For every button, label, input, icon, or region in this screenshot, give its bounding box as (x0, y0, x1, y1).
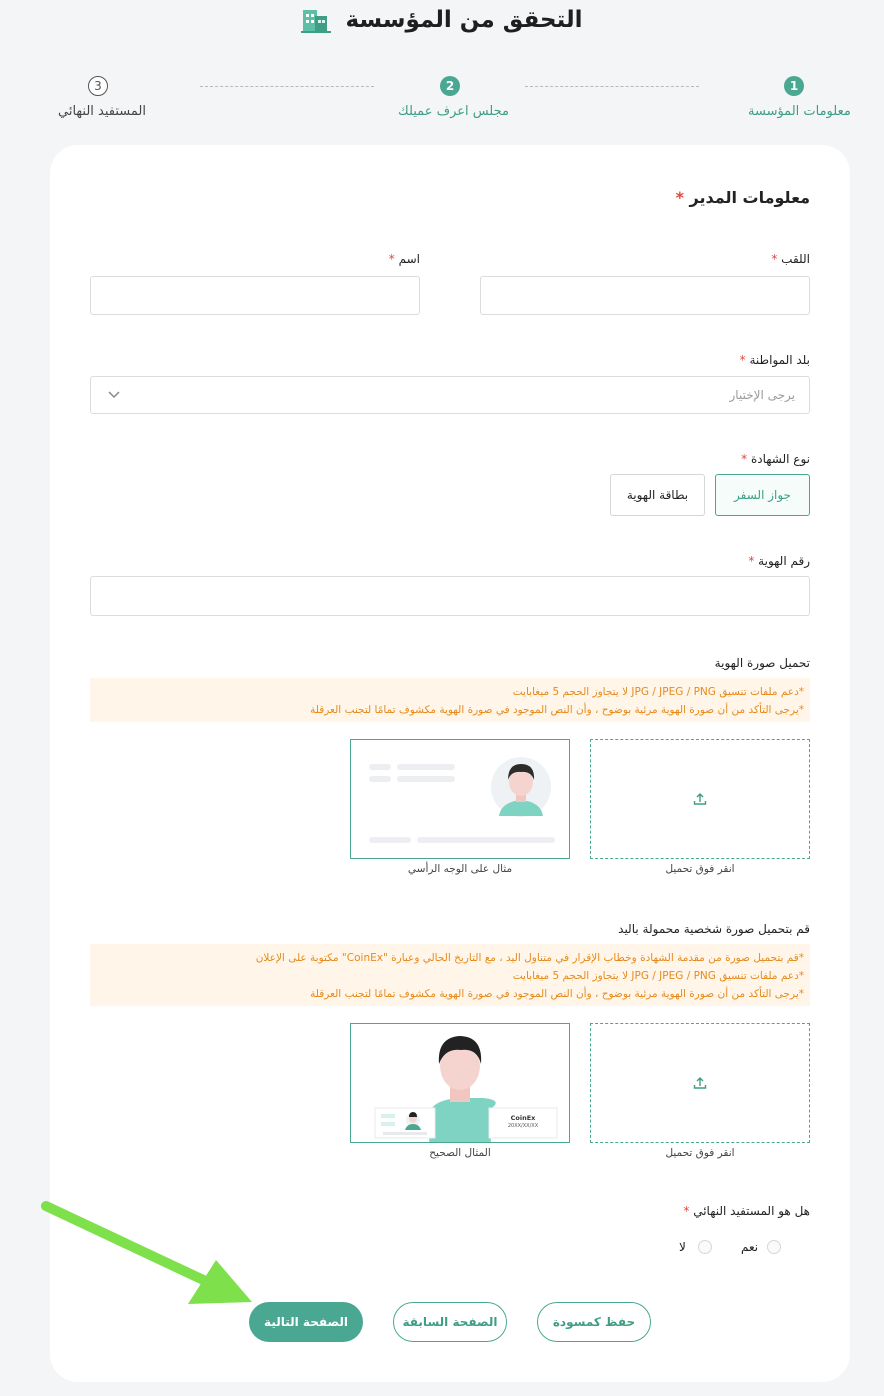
notice-line: *دعم ملفات تنسيق JPG / JPEG / PNG لا يتجاوز الحجم 5 ميغابايت (512, 686, 804, 698)
cert-type-label (610, 452, 810, 466)
page-title-text: التحقق من المؤسسة (345, 7, 583, 33)
required-mark: * (683, 1204, 690, 1218)
section-title (560, 188, 810, 207)
id-number-label (610, 554, 810, 568)
step-divider (200, 86, 374, 87)
nationality-label (610, 353, 810, 367)
required-mark: * (739, 353, 746, 367)
required-mark: * (748, 554, 755, 568)
name-input[interactable] (90, 276, 420, 315)
nationality-label-text: بلد المواطنة (749, 353, 810, 367)
card-date: 20XX/XX/XX (507, 1123, 539, 1129)
selfie-upload-box[interactable] (590, 1023, 810, 1143)
notice-line: *قم بتحميل صورة من مقدمة الشهادة وخطاب الإقرار في متناول اليد ، مع التاريخ الحالي وعبارة "CoinEx" مكتوبة على الإعلان (255, 952, 804, 964)
selfie-upload-title: قم بتحميل صورة شخصية محمولة باليد (618, 922, 810, 936)
selfie-example-caption: المثال الصحيح (429, 1147, 491, 1159)
step-2-circle: 2 (440, 76, 460, 96)
cert-option-id-card[interactable]: بطاقة الهوية (610, 474, 705, 516)
notice-line: *يرجى التأكد من أن صورة الهوية مرئية بوضوح ، وأن النص الموجود في صورة الهوية مكشوف تمامًا لتجنب العرقلة (310, 988, 804, 1000)
id-upload-notice (90, 678, 810, 722)
cert-option-passport[interactable]: جواز السفر (715, 474, 810, 516)
step-2-label: مجلس اعرف عميلك (398, 104, 509, 119)
title-input[interactable] (480, 276, 810, 315)
id-upload-title: تحميل صورة الهوية (714, 656, 810, 670)
id-upload-caption: انقر فوق تحميل (665, 863, 735, 875)
page-title (280, 4, 604, 36)
step-3-circle: 3 (88, 76, 108, 96)
selfie-example-image (350, 1023, 570, 1143)
step-divider (525, 86, 699, 87)
notice-line: *يرجى التأكد من أن صورة الهوية مرئية بوضوح ، وأن النص الموجود في صورة الهوية مكشوف تمامًا لتجنب العرقلة (310, 704, 804, 716)
previous-page-button[interactable]: الصفحة السابقة (393, 1302, 507, 1342)
beneficiary-question (560, 1204, 810, 1218)
notice-line: *دعم ملفات تنسيق JPG / JPEG / PNG لا يتجاوز الحجم 5 ميغابايت (512, 970, 804, 982)
step-1-circle: 1 (784, 76, 804, 96)
radio-no[interactable] (698, 1240, 712, 1254)
selfie-upload-notice (90, 944, 810, 1006)
required-mark: * (675, 188, 684, 207)
required-mark: * (741, 452, 748, 466)
required-mark: * (771, 252, 778, 266)
id-upload-box[interactable] (590, 739, 810, 859)
radio-yes-label[interactable]: نعم (741, 1240, 759, 1254)
radio-yes[interactable] (767, 1240, 781, 1254)
title-label (660, 252, 810, 266)
title-label-text: اللقب (781, 252, 810, 266)
coinex-brand: CoinEx (510, 1114, 536, 1122)
beneficiary-question-text: هل هو المستفيد النهائي (693, 1204, 810, 1218)
id-number-input[interactable] (90, 576, 810, 616)
id-example-caption: مثال على الوجه الرأسي (407, 863, 513, 875)
step-3-label: المستفيد النهائي (58, 104, 146, 119)
arrow-annotation-icon (38, 1190, 268, 1320)
cert-type-label-text: نوع الشهادة (750, 452, 810, 466)
id-card-illustration (351, 740, 570, 859)
id-number-label-text: رقم الهوية (758, 554, 810, 568)
name-label (270, 252, 420, 266)
section-title-text: معلومات المدير (689, 188, 810, 207)
name-label-text: اسم (398, 252, 420, 266)
nationality-placeholder: يرجى الإختيار (729, 388, 795, 402)
upload-icon (692, 791, 708, 807)
building-icon (301, 6, 331, 34)
selfie-upload-caption: انقر فوق تحميل (665, 1147, 735, 1159)
next-page-button[interactable]: الصفحة التالية (249, 1302, 363, 1342)
save-draft-button[interactable]: حفظ كمسودة (537, 1302, 651, 1342)
id-example-image (350, 739, 570, 859)
required-mark: * (388, 252, 395, 266)
nationality-select[interactable] (90, 376, 810, 414)
upload-icon (692, 1075, 708, 1091)
radio-no-label[interactable]: لا (679, 1240, 686, 1254)
chevron-down-icon (107, 390, 121, 400)
step-1-label: معلومات المؤسسة (748, 104, 851, 119)
